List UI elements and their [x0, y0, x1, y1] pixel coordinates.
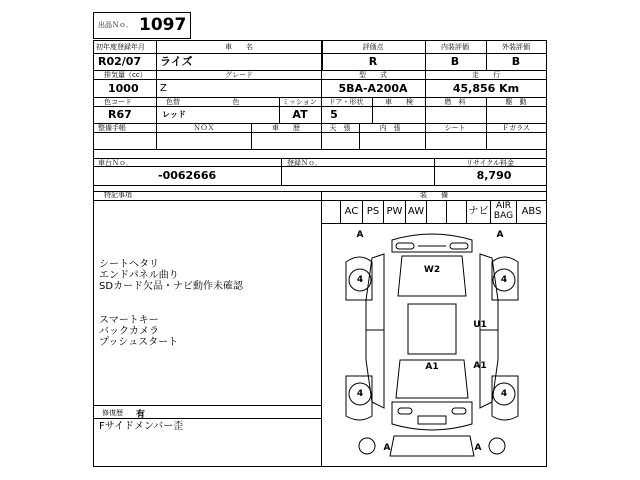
- note-line: シートヘタリ: [99, 259, 159, 270]
- plate-shape: [418, 416, 446, 424]
- wheel-front-left: [349, 269, 371, 291]
- hood-shape: [398, 256, 466, 296]
- notes-label: 特記事項: [104, 191, 132, 199]
- rear-hatch-shape: [396, 360, 468, 398]
- fuel-label: 燃 料: [444, 98, 466, 106]
- first-registration-value: R02/07: [98, 55, 142, 68]
- leather-label: 内 張: [379, 124, 401, 132]
- mark-right-rear-quarter: A1: [473, 361, 487, 371]
- mark-wheel-fr: 4: [500, 275, 508, 285]
- drive-label: 駆 動: [505, 98, 527, 106]
- equipment-aw: AW: [407, 206, 425, 217]
- registration-no-label: 登録Ｎｏ．: [287, 159, 322, 167]
- mission-value: AT: [292, 108, 308, 121]
- car-damage-diagram: [320, 222, 545, 465]
- model-value: 5BA-A200A: [338, 82, 408, 95]
- seat-label: シート: [444, 124, 466, 132]
- mark-rear-right-bumper: A: [474, 443, 482, 453]
- nox-label: ＮＯＸ: [193, 124, 215, 132]
- maintenance-book-label: 整備手帳: [98, 124, 126, 132]
- car-name-value: ライズ: [160, 55, 193, 68]
- color-value: レッド: [162, 110, 186, 119]
- exterior-grade-value: B: [511, 55, 521, 68]
- first-registration-label: 初年度登録年月: [96, 43, 145, 51]
- roof-shape: [408, 304, 456, 354]
- note-line: バックカメラ: [99, 326, 159, 337]
- equipment-navi: ナビ: [468, 206, 489, 217]
- exterior-grade-label: 外装評価: [502, 43, 530, 51]
- score-value: R: [368, 55, 378, 68]
- sunroof-label: 天 張: [329, 124, 351, 132]
- wheel-rear-right: [493, 383, 515, 405]
- recycle-fee-value: 8,790: [476, 169, 512, 182]
- interior-grade-label: 内装評価: [441, 43, 469, 51]
- mark-wheel-rr: 4: [500, 389, 508, 399]
- repair-history-label: 修復歴: [102, 409, 123, 417]
- equipment-pw: PW: [386, 206, 403, 217]
- car-name-label: 車 名: [225, 43, 253, 51]
- lot-box: [93, 12, 191, 39]
- note-line: エンドパネル曲り: [99, 270, 179, 281]
- model-label: 型 式: [359, 71, 387, 79]
- lot-number: 1097: [139, 15, 187, 35]
- repair-history-value: 有: [136, 410, 146, 420]
- lot-label: 出品Ｎｏ．: [98, 21, 133, 29]
- chassis-no-value: -0062666: [158, 169, 217, 182]
- equipment-label: 装 備: [420, 191, 448, 199]
- mark-front-right-bumper: A: [496, 230, 504, 240]
- history-label: 車 歴: [272, 124, 300, 132]
- recycle-fee-label: リサイクル料金: [465, 159, 515, 167]
- front-light-left: [396, 243, 414, 249]
- note-line: プッシュスタート: [99, 337, 179, 348]
- equipment-abs: ABS: [521, 206, 542, 217]
- front-light-right: [450, 243, 468, 249]
- color-label: 色: [232, 98, 240, 106]
- mark-hood: W2: [423, 265, 441, 275]
- mark-wheel-fl: 4: [356, 275, 364, 285]
- color-code-label: 色コード: [104, 98, 132, 106]
- rear-light-right: [452, 408, 466, 414]
- right-side-shape: [480, 254, 498, 408]
- equipment-airbag: AIR BAG: [493, 201, 514, 221]
- note-line: スマートキー: [99, 315, 159, 326]
- mark-rear-left-bumper: A: [383, 443, 391, 453]
- displacement-value: 1000: [108, 82, 139, 95]
- mileage-label: 走 行: [472, 71, 500, 79]
- mark-front-left-bumper: A: [356, 230, 364, 240]
- mark-rear-hatch: A1: [425, 362, 439, 372]
- grade-label: グレード: [225, 71, 253, 79]
- equipment-ac: AC: [344, 206, 359, 217]
- rear-view-shape: [390, 436, 474, 456]
- rear-light-left: [398, 408, 412, 414]
- equipment-ps: PS: [366, 206, 380, 217]
- score-label: 評価点: [362, 43, 384, 51]
- wheel-front-right: [493, 269, 515, 291]
- door-label: ドア・形状: [328, 98, 364, 106]
- color-code-value: R67: [108, 108, 132, 121]
- door-value: 5: [330, 108, 338, 121]
- mileage-value: 45,856 Km: [452, 82, 520, 95]
- wheel-rear-left: [349, 383, 371, 405]
- left-side-shape: [366, 254, 384, 408]
- mission-label: ミッション: [282, 98, 317, 106]
- mark-right-door: U1: [473, 320, 487, 330]
- chassis-no-label: 車台Ｎｏ．: [98, 159, 133, 167]
- note-line: SDカード欠品・ナビ動作未確認: [99, 281, 244, 292]
- glass-label: Ｆガラス: [502, 124, 530, 132]
- inspection-label: 車 検: [385, 98, 413, 106]
- interior-grade-value: B: [450, 55, 460, 68]
- mark-wheel-rl: 4: [356, 389, 364, 399]
- grade-value: Z: [160, 83, 167, 94]
- color-change-label: 色替: [166, 98, 180, 106]
- displacement-label: 排気量（cc）: [104, 71, 147, 79]
- repair-detail: Fサイドメンバー歪: [99, 421, 184, 432]
